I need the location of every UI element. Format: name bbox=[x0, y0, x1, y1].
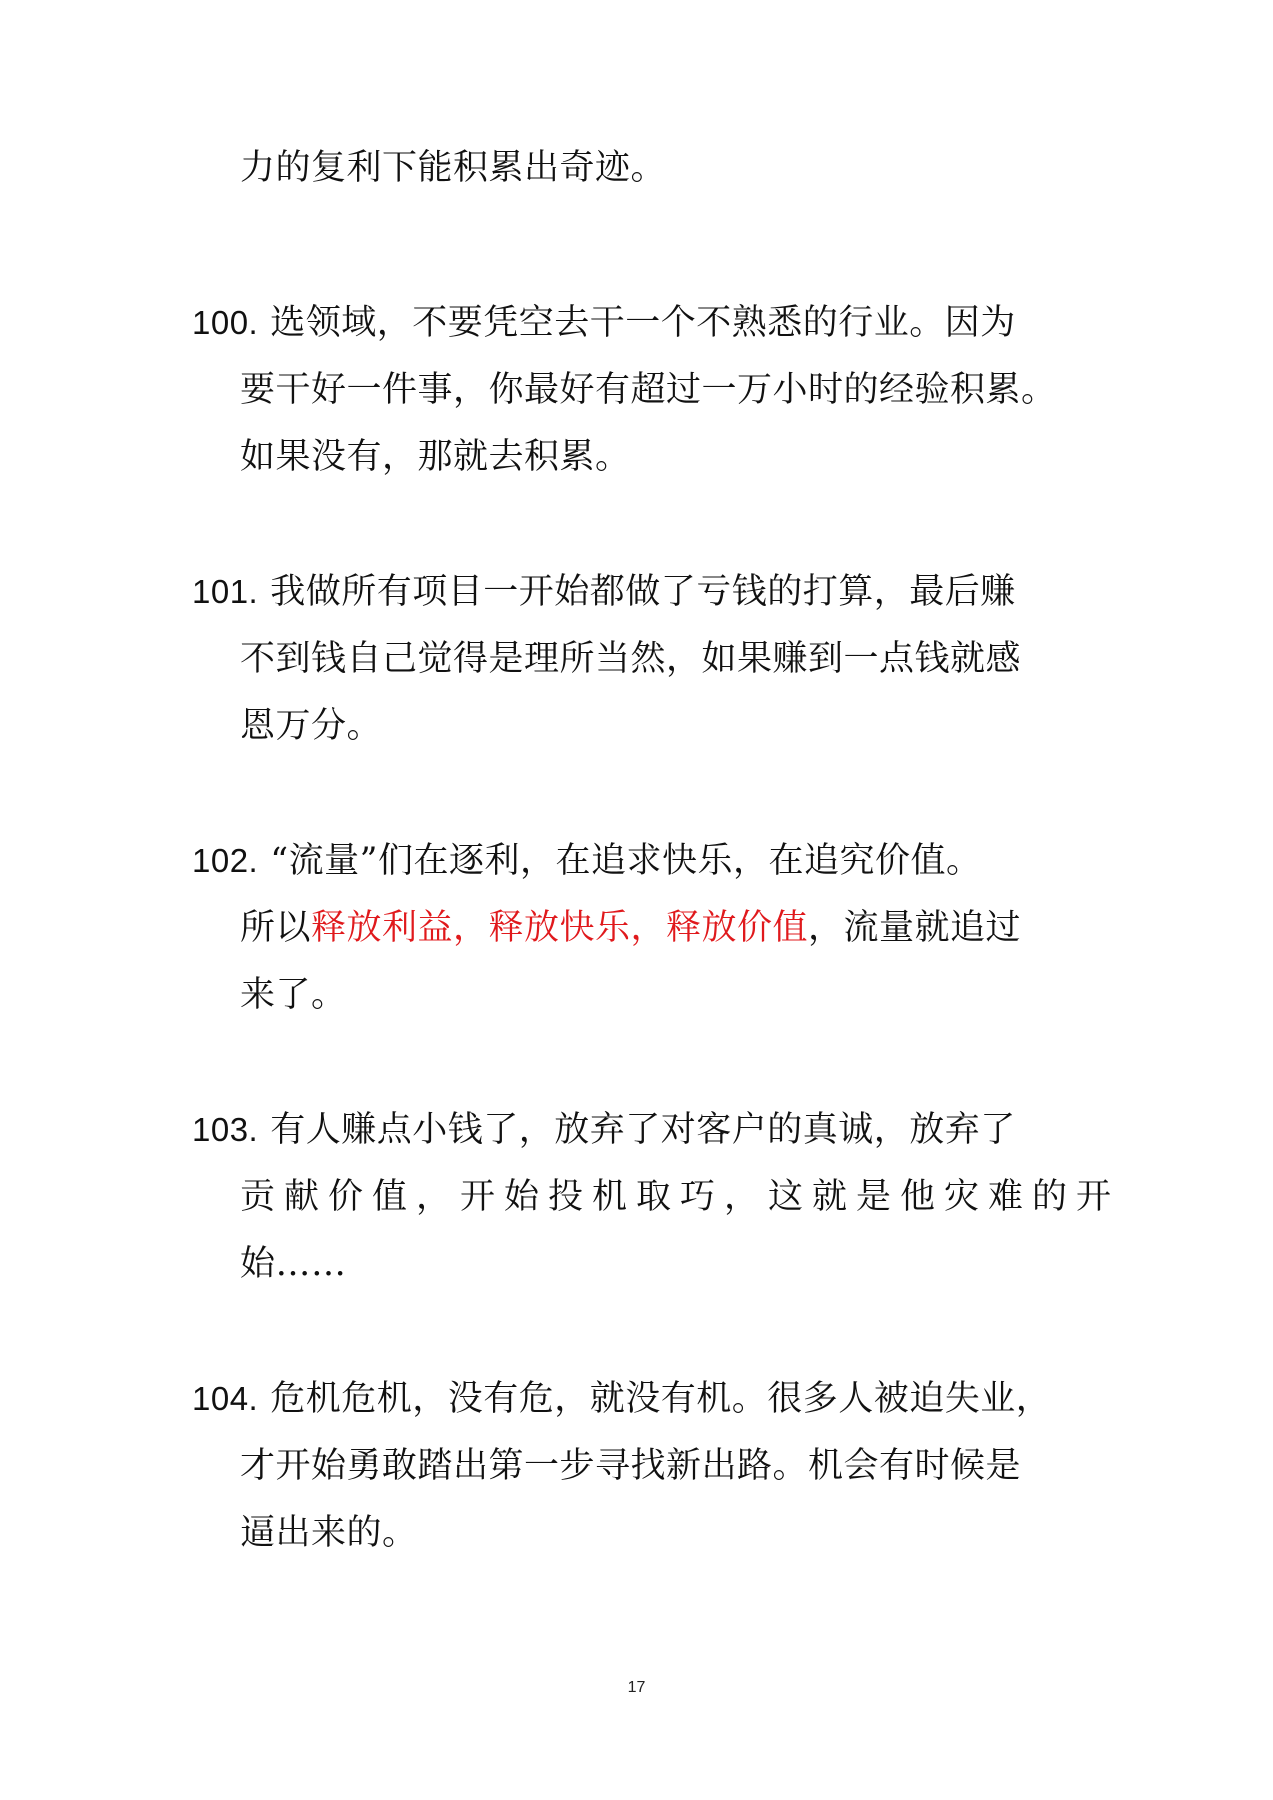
item-number: 104. bbox=[192, 1380, 259, 1417]
intro-line: 力的复利下能积累出奇迹。 bbox=[240, 148, 667, 188]
item-102-line-3: 来了。 bbox=[240, 975, 347, 1015]
item-101-line-3: 恩万分。 bbox=[240, 706, 383, 746]
item-100-line-2: 要干好一件事，你最好有超过一万小时的经验积累。 bbox=[240, 370, 1057, 410]
item-103-line-3: 始…… bbox=[240, 1244, 347, 1284]
item-104-line-2: 才开始勇敢踏出第一步寻找新出路。机会有时候是 bbox=[240, 1446, 1022, 1486]
item-100-line-3: 如果没有，那就去积累。 bbox=[240, 437, 631, 477]
item-104-line-1: 104. 危机危机，没有危，就没有机。很多人被迫失业， bbox=[192, 1379, 1052, 1419]
item-number: 101. bbox=[192, 573, 259, 610]
item-number: 100. bbox=[192, 304, 259, 341]
item-101-line-2: 不到钱自己觉得是理所当然，如果赚到一点钱就感 bbox=[240, 639, 1022, 679]
highlighted-text: 释放利益，释放快乐，释放价值 bbox=[311, 908, 809, 948]
item-102-line-2: 所以释放利益，释放快乐，释放价值，流量就追过 bbox=[240, 908, 1022, 948]
item-103-line-1: 103. 有人赚点小钱了，放弃了对客户的真诚，放弃了 bbox=[192, 1110, 1016, 1150]
item-number: 102. bbox=[192, 842, 259, 879]
item-103-line-2: 贡献价值，开始投机取巧，这就是他灾难的开 bbox=[240, 1177, 1121, 1217]
page-number: 17 bbox=[627, 1679, 646, 1696]
item-100-line-1: 100. 选领域，不要凭空去干一个不熟悉的行业。因为 bbox=[192, 303, 1016, 343]
item-number: 103. bbox=[192, 1111, 259, 1148]
item-101-line-1: 101. 我做所有项目一开始都做了亏钱的打算，最后赚 bbox=[192, 572, 1016, 612]
item-102-line-1: 102. “流量”们在逐利，在追求快乐，在追究价值。 bbox=[192, 841, 982, 881]
item-104-line-3: 逼出来的。 bbox=[240, 1513, 418, 1553]
